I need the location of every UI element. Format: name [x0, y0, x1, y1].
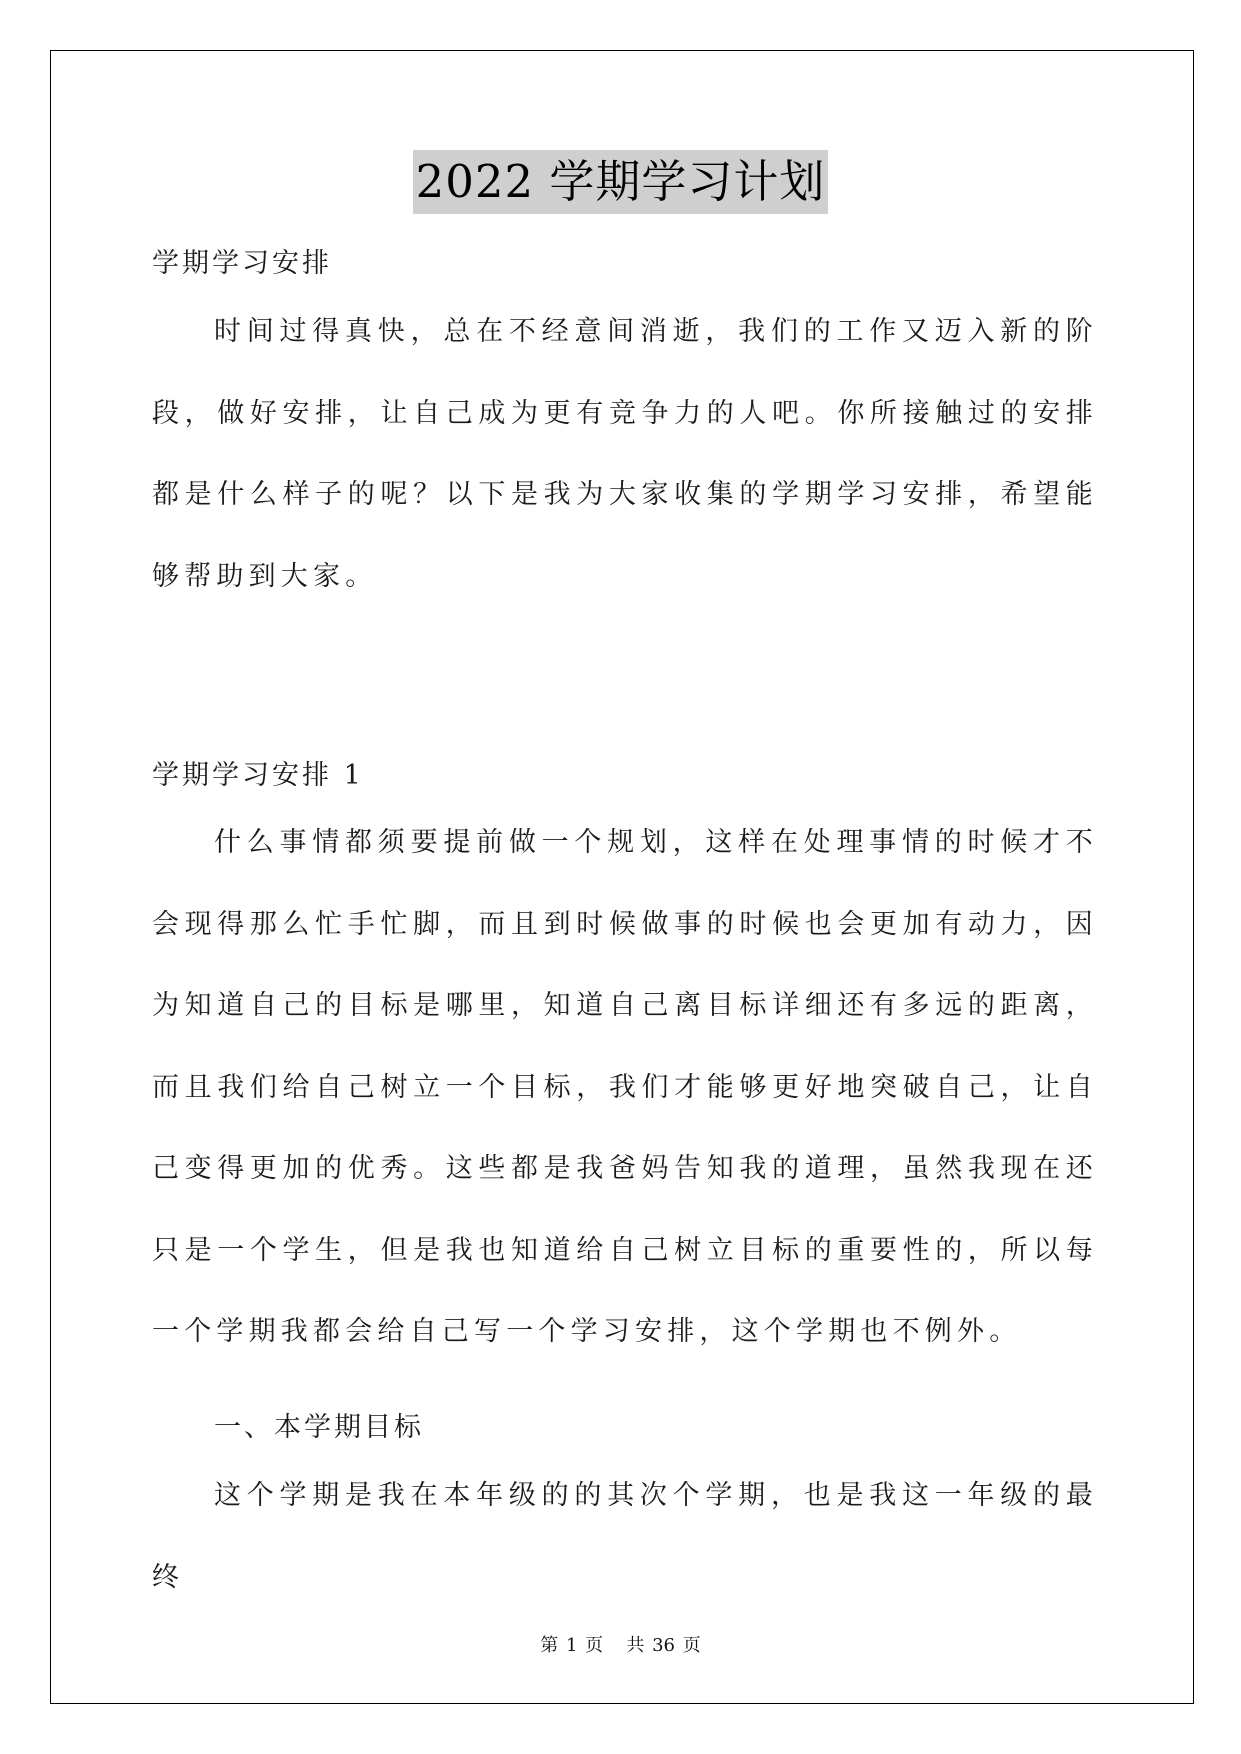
- body-paragraph: 什么事情都须要提前做一个规划，这样在处理事情的时候才不会现得那么忙手忙脚，而且到时候做事的时候也会更加有动力，因为知道自己的目标是哪里，知道自己离目标详细还有多远的距离，而且我们给自己树立一个目标，我们才能够更好地突破自己，让自己变得更加的优秀。这些都是我爸妈告知我的道理，虽然我现在还只是一个学生，但是我也知道给自己树立目标的重要性的，所以每一个学期我都会给自己写一个学习安排，这个学期也不例外。: [152, 827, 1098, 1347]
- subsection-heading: 一、本学期目标: [214, 1412, 424, 1443]
- body-paragraph-continued: 这个学期是我在本年级的的其次个学期，也是我这一年级的最终: [152, 1480, 1098, 1593]
- section-heading-1: 学期学习安排 1: [152, 760, 364, 791]
- title-container: [0, 150, 1241, 214]
- document-title: 2022 学期学习计划: [413, 150, 829, 214]
- page-footer: [0, 1634, 1241, 1658]
- section-heading: 学期学习安排: [152, 248, 332, 279]
- intro-paragraph: 时间过得真快，总在不经意间消逝，我们的工作又迈入新的阶段，做好安排，让自己成为更有竞争力的人吧。你所接触过的安排都是什么样子的呢？以下是我为大家收集的学期学习安排，希望能够帮助到大家。: [152, 316, 1098, 592]
- page-number: 第 1 页: [540, 1635, 604, 1656]
- page-total: 共 36 页: [626, 1635, 701, 1656]
